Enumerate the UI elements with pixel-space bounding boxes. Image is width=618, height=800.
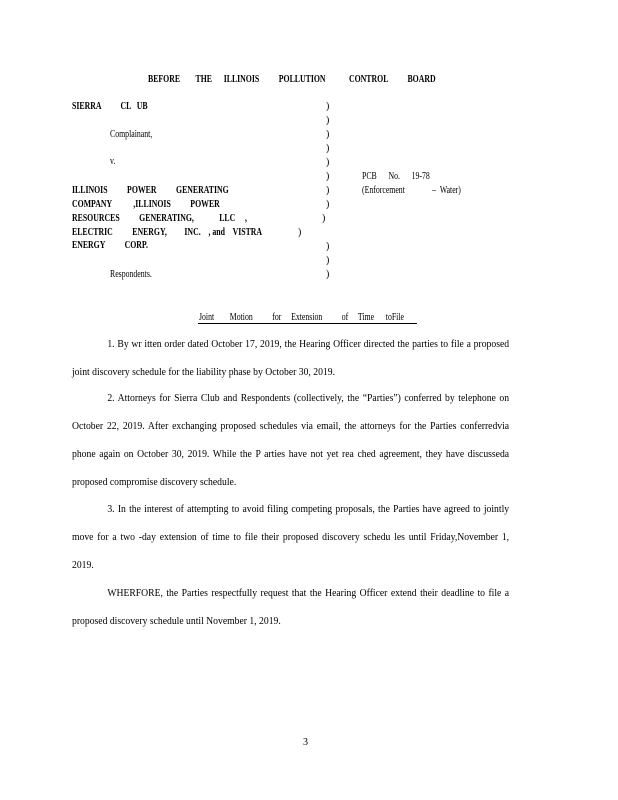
- complainant-role: Complainant,: [110, 129, 153, 140]
- motion-paragraph: WHERFORE, the Parties respectfully request that the Hearing Officer extend their deadline to file a proposed discovery schedule until November 1, 2019.: [72, 588, 510, 627]
- respondent-line: RESOURCES GENERATING, LLC ,: [72, 213, 247, 224]
- caption-bracket: ): [326, 241, 330, 252]
- respondent-role: Respondents.: [110, 269, 152, 280]
- caption-bracket: ): [326, 199, 330, 210]
- motion-paragraph: 3. In the interest of attempting to avoid filing competing proposals, the Parties have agreed to jointly move for a two -day extension of time to file their proposed discovery schedu les until Friday,November 1, 2019.: [72, 504, 510, 571]
- case-type: (Enforcement – Water): [362, 185, 461, 196]
- caption-bracket: ): [322, 213, 326, 224]
- page-number: 3: [303, 737, 308, 748]
- case-number: PCB No. 19-78: [362, 171, 430, 182]
- caption-bracket: ): [298, 227, 302, 238]
- caption-bracket: ): [326, 185, 330, 196]
- title-underline: [198, 323, 417, 324]
- complainant-name: SIERRA CL UB: [72, 101, 148, 112]
- respondent-line: ENERGY CORP.: [72, 240, 148, 251]
- caption-bracket: ): [326, 143, 330, 154]
- caption-bracket: ): [326, 269, 330, 280]
- respondent-line: ELECTRIC ENERGY, INC. , and VISTRA: [72, 227, 263, 238]
- versus-label: v.: [110, 156, 116, 167]
- respondent-line: ILLINOIS POWER GENERATING: [72, 185, 229, 196]
- board-title: BEFORE THE ILLINOIS POLLUTION CONTROL BOARD: [148, 74, 436, 85]
- caption-bracket: ): [326, 171, 330, 182]
- caption-bracket: ): [326, 157, 330, 168]
- motion-paragraph: 1. By wr itten order dated October 17, 2019, the Hearing Officer directed the parties to file a proposed joint discovery schedule for the liability phase by October 30, 2019.: [72, 339, 510, 378]
- motion-paragraph: 2. Attorneys for Sierra Club and Respondents (collectively, the “Parties”) conferred by telephone on October 22, 2019. After exchanging proposed schedules via email, the attorneys for the Parties conferredvia phone again on October 30, 2019. While the P arties have not yet rea ched agreement, they have discusseda proposed compromise discovery schedule.: [72, 393, 510, 488]
- caption-bracket: ): [326, 255, 330, 266]
- respondent-line: COMPANY ,ILLINOIS POWER: [72, 199, 220, 210]
- motion-title: Joint Motion for Extension of Time toFile: [199, 312, 404, 323]
- caption-bracket: ): [326, 101, 330, 112]
- caption-bracket: ): [326, 129, 330, 140]
- caption-bracket: ): [326, 115, 330, 126]
